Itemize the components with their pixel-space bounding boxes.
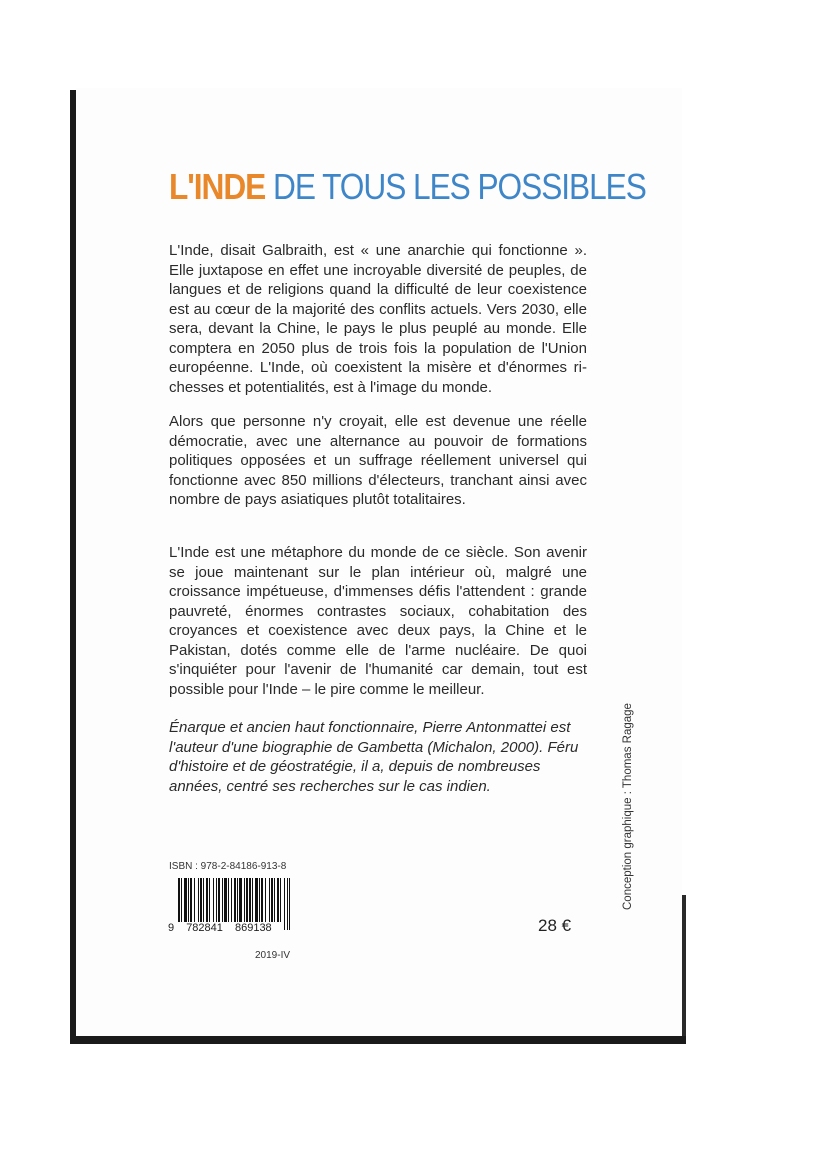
barcode-digits-right: 869138 xyxy=(234,922,272,934)
blurb-paragraph-3: L'Inde est une métaphore du monde de ce siècle. Son avenir se joue maintenant sur le plan intérieur où, malgré une croissance impétueuse, d'immenses défis l'attendent : grande pauvreté, énormes contrastes sociaux, cohabitation des croyances et coexistence avec deux pays, la Chine et le Pakistan, dotés comme elle de l'arme nucléaire. De quoi s'inquiéter pour l'avenir de l'humanité car demain, tout est possible pour l'Inde – le pire comme le meilleur. xyxy=(169,544,587,698)
design-credit: Conception graphique : Thomas Ragage xyxy=(622,703,634,910)
barcode-digits-left: 782841 xyxy=(186,922,223,934)
book-bottom-edge xyxy=(70,1036,686,1044)
isbn-label: ISBN : 978-2-84186-913-8 xyxy=(169,861,287,872)
book-title xyxy=(169,163,646,211)
author-bio: Énarque et ancien haut fonctionnaire, Pierre Antonmattei est l'auteur d'une biographie de Gambetta (Michalon, 2000). Féru d'histoire et de géostratégie, il a, depuis de nombreuses années, centré ses recherches sur le cas indien. xyxy=(169,719,579,795)
barcode-digits xyxy=(168,922,281,934)
title-rest: DE TOUS LES POSSIBLES xyxy=(273,166,646,207)
barcode-digit-first: 9 xyxy=(168,922,175,934)
title-accent: L'INDE xyxy=(169,166,266,207)
edition-code: 2019-IV xyxy=(255,950,291,961)
price: 28 € xyxy=(538,916,572,935)
blurb-paragraph-1: L'Inde, disait Galbraith, est « une anarchie qui fonctionne ». Elle juxtapose en effet une incroyable diversité de peuples, de langues et de religions quand la difficulté de leur coexistence est au cœur de la majorité des conflits actuels. Vers 2030, elle sera, devant la Chine, le pays le plus peuplé au monde. Elle comptera en 2050 plus de trois fois la population de l'Union européenne. L'Inde, où coexistent la misère et d'énormes richesses et potentialités, est à l'image du monde. xyxy=(169,242,587,396)
blurb-paragraph-2: Alors que personne n'y croyait, elle est devenue une réelle démocratie, avec une alternance au pouvoir de formations politiques opposées et un suffrage réellement universel qui fonctionne avec 850 millions d'électeurs, tranchant ainsi avec nombre de pays asiatiques plutôt totalitaires. xyxy=(169,413,587,508)
